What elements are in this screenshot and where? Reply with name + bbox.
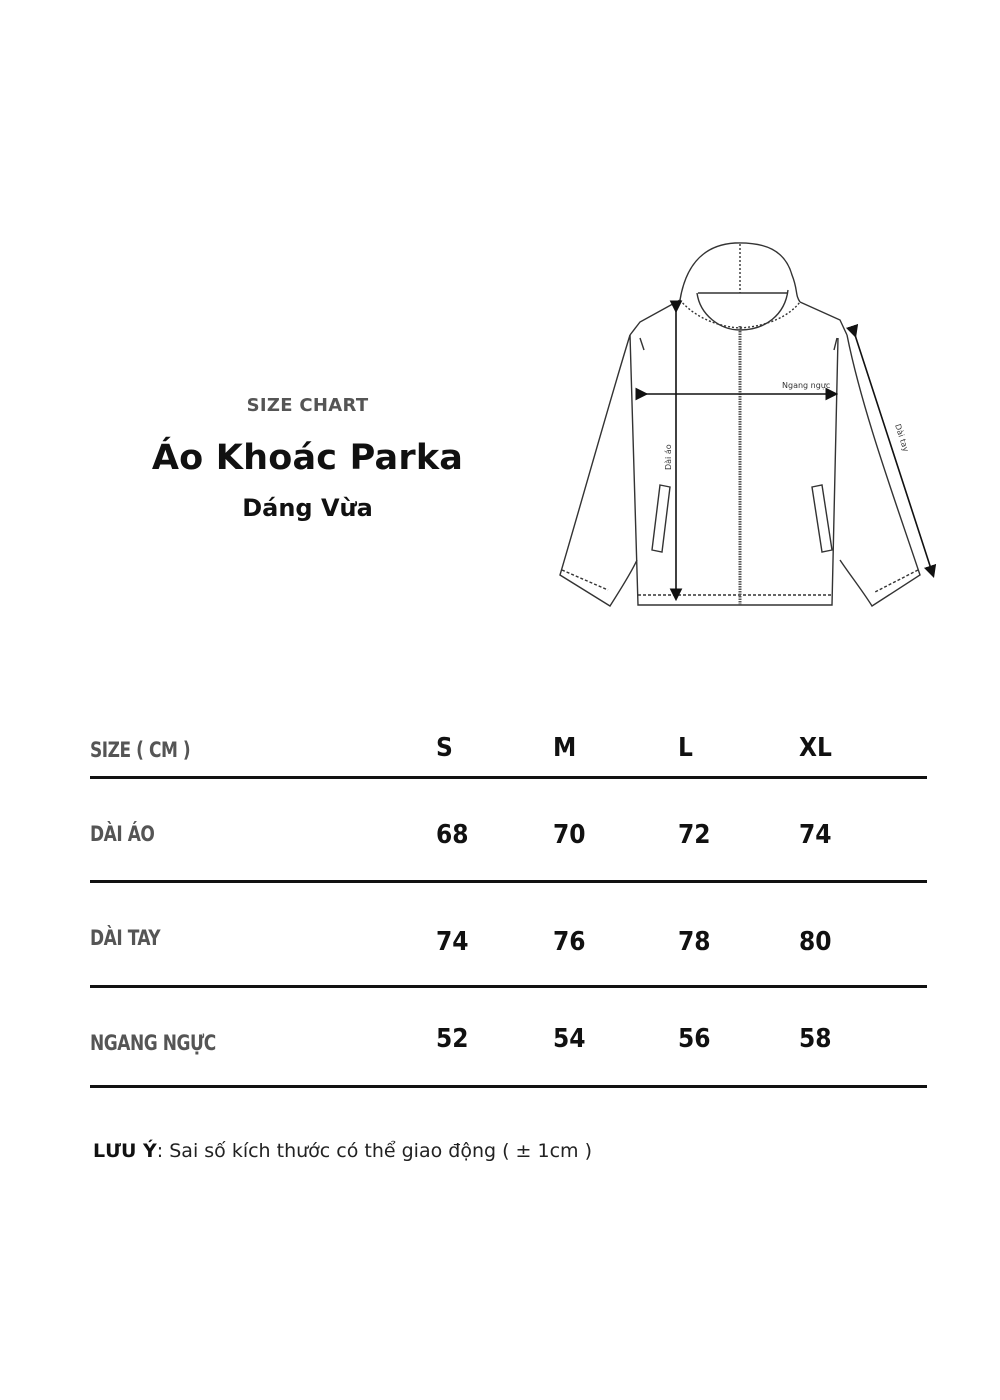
note-text: : Sai số kích thước có thể giao động ( ± 1cm ) [156,1140,592,1162]
fit-subtitle: Dáng Vừa [242,494,373,522]
chest-label: Ngang ngực [782,381,831,390]
table-divider [90,985,927,988]
size-chart-eyebrow: SIZE CHART [246,395,369,416]
table-divider [90,1085,927,1088]
size-header-s: S [436,733,453,763]
size-header-xl: XL [799,733,832,763]
table-cell: 76 [553,927,586,957]
table-cell: 78 [678,927,711,957]
table-divider [90,776,927,779]
row-label-sleeve-length: DÀI TAY [90,926,161,950]
row-label-body-length: DÀI ÁO [90,822,155,846]
table-divider [90,880,927,883]
table-cell: 68 [436,820,469,850]
jacket-diagram [550,230,950,620]
table-cell: 52 [436,1024,469,1054]
tolerance-note [93,1140,592,1162]
row-label-chest-width: NGANG NGỰC [90,1031,216,1055]
sleeve-length-label: Dài tay [893,422,911,453]
parka-jacket-icon [550,230,950,620]
note-label: LƯU Ý [93,1140,157,1162]
body-length-label: Dài áo [664,444,673,470]
product-title: Áo Khoác Parka [151,438,464,478]
size-unit-header: SIZE ( CM ) [90,738,191,762]
table-cell: 72 [678,820,711,850]
table-cell: 56 [678,1024,711,1054]
size-header-l: L [678,733,693,763]
table-cell: 74 [436,927,469,957]
table-cell: 80 [799,927,832,957]
table-cell: 74 [799,820,832,850]
table-cell: 70 [553,820,586,850]
table-cell: 58 [799,1024,832,1054]
size-header-m: M [553,733,577,763]
table-cell: 54 [553,1024,586,1054]
